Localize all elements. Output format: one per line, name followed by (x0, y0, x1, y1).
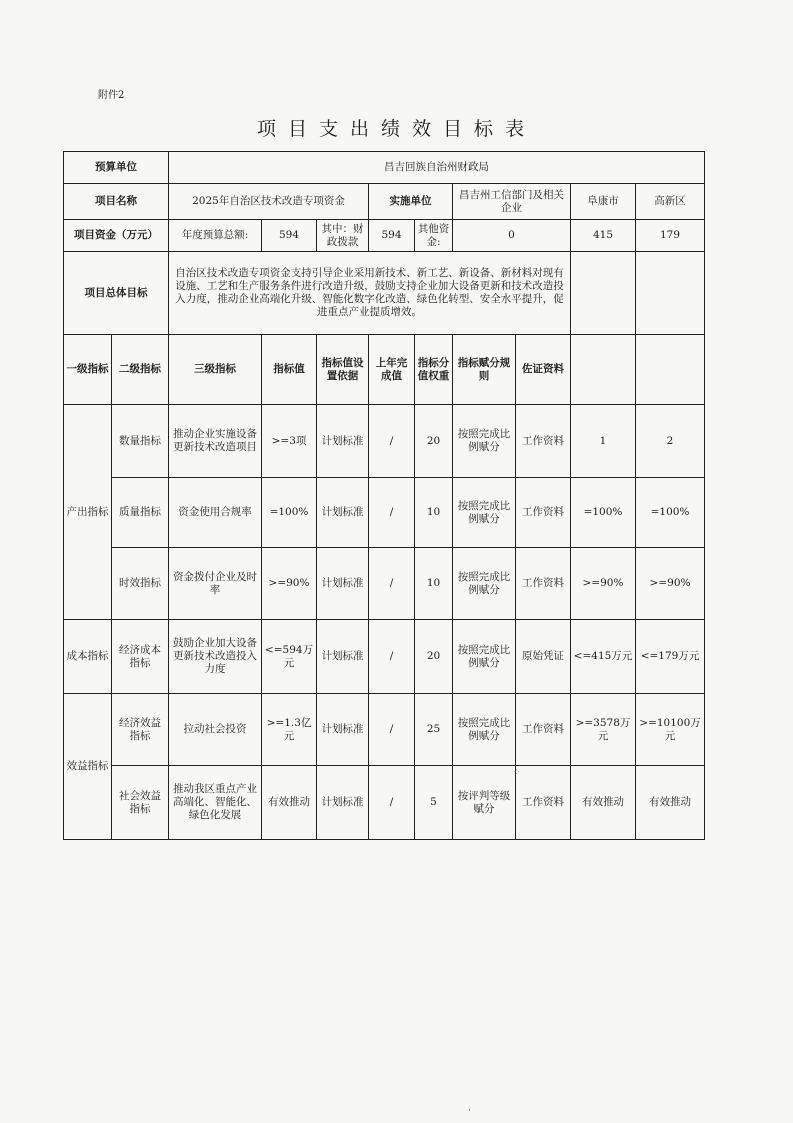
table-row (64, 620, 705, 694)
region-a-funds: 415 (571, 220, 636, 252)
region-a-cell: >=3578万元 (571, 694, 636, 766)
row-column-headers (64, 335, 705, 405)
col-last-year: 上年完成值 (369, 335, 415, 405)
level3-cell: 推动我区重点产业高端化、智能化、绿色化发展 (169, 766, 262, 840)
other-funds-label: 其他资金: (415, 220, 453, 252)
region-a-cell: 有效推动 (571, 766, 636, 840)
evidence-cell: 原始凭证 (516, 620, 571, 694)
last-year-cell: / (369, 478, 415, 548)
col-level1: 一级指标 (64, 335, 112, 405)
value-cell: 有效推动 (262, 766, 317, 840)
evidence-cell: 工作资料 (516, 766, 571, 840)
region-a-cell: =100% (571, 478, 636, 548)
weight-cell: 20 (415, 620, 453, 694)
fiscal-label: 其中：财政拨款 (317, 220, 369, 252)
region-b-cell: >=90% (636, 548, 705, 620)
value-cell: >=3项 (262, 405, 317, 478)
col-weight: 指标分值权重 (415, 335, 453, 405)
region-a-name: 阜康市 (571, 184, 636, 220)
level2-cell: 经济效益指标 (112, 694, 169, 766)
table-row (64, 478, 705, 548)
region-b-cell: 有效推动 (636, 766, 705, 840)
table-row (64, 766, 705, 840)
value-cell: <=594万元 (262, 620, 317, 694)
table-row (64, 405, 705, 478)
region-b-cell: =100% (636, 478, 705, 548)
scan-speck: · (468, 1106, 471, 1116)
group-cost: 成本指标 (64, 620, 112, 694)
row-budget-unit (64, 152, 705, 184)
rule-cell: 按照完成比例赋分 (453, 694, 516, 766)
value-cell: >=1.3亿元 (262, 694, 317, 766)
goal-label: 项目总体目标 (64, 252, 169, 335)
funds-label: 项目资金（万元） (64, 220, 169, 252)
page-title: 项目支出绩效目标表 (256, 118, 536, 140)
impl-unit-value: 昌吉州工信部门及相关企业 (453, 184, 571, 220)
rule-cell: 按照完成比例赋分 (453, 405, 516, 478)
col-value: 指标值 (262, 335, 317, 405)
project-name-value: 2025年自治区技术改造专项资金 (169, 184, 369, 220)
last-year-cell: / (369, 548, 415, 620)
basis-cell: 计划标准 (317, 766, 369, 840)
level3-cell: 鼓励企业加大设备更新技术改造投入力度 (169, 620, 262, 694)
table-row (64, 548, 705, 620)
weight-cell: 10 (415, 548, 453, 620)
rule-cell: 按照完成比例赋分 (453, 548, 516, 620)
evidence-cell: 工作资料 (516, 694, 571, 766)
value-cell: =100% (262, 478, 317, 548)
basis-cell: 计划标准 (317, 548, 369, 620)
budget-unit-value: 昌吉回族自治州财政局 (169, 152, 705, 184)
evidence-cell: 工作资料 (516, 548, 571, 620)
attachment-label: 附件2 (98, 90, 125, 101)
rule-cell: 按照完成比例赋分 (453, 478, 516, 548)
row-overall-goal (64, 252, 705, 335)
rule-cell: 按照完成比例赋分 (453, 620, 516, 694)
fiscal-value: 594 (369, 220, 415, 252)
col-evidence: 佐证资料 (516, 335, 571, 405)
other-funds-value: 0 (453, 220, 571, 252)
evidence-cell: 工作资料 (516, 478, 571, 548)
row-project-funds (64, 220, 705, 252)
table-row (64, 694, 705, 766)
col-level2: 二级指标 (112, 335, 169, 405)
basis-cell: 计划标准 (317, 694, 369, 766)
value-cell: >=90% (262, 548, 317, 620)
last-year-cell: / (369, 766, 415, 840)
col-region-b-blank (636, 335, 705, 405)
level2-cell: 质量指标 (112, 478, 169, 548)
region-b-cell: >=10100万元 (636, 694, 705, 766)
goal-region-b-blank (636, 252, 705, 335)
goal-text: 自治区技术改造专项资金支持引导企业采用新技术、新工艺、新设备、新材料对现有设施、工艺和生产服务条件进行改造升级，鼓励支持企业加大设备更新和技术改造投入力度，推动企业高端化升级、智能化数字化改造、绿色化转型、安全水平提升，促进重点产业提质增效。 (169, 252, 571, 335)
project-name-label: 项目名称 (64, 184, 169, 220)
last-year-cell: / (369, 620, 415, 694)
rule-cell: 按评判等级赋分 (453, 766, 516, 840)
row-project-name (64, 184, 705, 220)
region-b-name: 高新区 (636, 184, 705, 220)
group-benefit: 效益指标 (64, 694, 112, 840)
basis-cell: 计划标准 (317, 405, 369, 478)
col-region-a-blank (571, 335, 636, 405)
annual-budget-label: 年度预算总额: (169, 220, 262, 252)
group-output: 产出指标 (64, 405, 112, 620)
col-scoring: 指标赋分规则 (453, 335, 516, 405)
weight-cell: 10 (415, 478, 453, 548)
level3-cell: 拉动社会投资 (169, 694, 262, 766)
level3-cell: 推动企业实施设备更新技术改造项目 (169, 405, 262, 478)
basis-cell: 计划标准 (317, 478, 369, 548)
region-b-cell: 2 (636, 405, 705, 478)
level2-cell: 数量指标 (112, 405, 169, 478)
goal-region-a-blank (571, 252, 636, 335)
weight-cell: 20 (415, 405, 453, 478)
level2-cell: 经济成本指标 (112, 620, 169, 694)
level2-cell: 时效指标 (112, 548, 169, 620)
scan-speck: ⁘ (513, 768, 521, 778)
weight-cell: 5 (415, 766, 453, 840)
col-level3: 三级指标 (169, 335, 262, 405)
annual-budget-value: 594 (262, 220, 317, 252)
impl-unit-label: 实施单位 (369, 184, 453, 220)
basis-cell: 计划标准 (317, 620, 369, 694)
region-b-funds: 179 (636, 220, 705, 252)
last-year-cell: / (369, 405, 415, 478)
level3-cell: 资金拨付企业及时率 (169, 548, 262, 620)
evidence-cell: 工作资料 (516, 405, 571, 478)
col-basis: 指标值设置依据 (317, 335, 369, 405)
weight-cell: 25 (415, 694, 453, 766)
performance-table (63, 151, 705, 840)
budget-unit-label: 预算单位 (64, 152, 169, 184)
region-a-cell: 1 (571, 405, 636, 478)
region-a-cell: <=415万元 (571, 620, 636, 694)
region-a-cell: >=90% (571, 548, 636, 620)
region-b-cell: <=179万元 (636, 620, 705, 694)
level2-cell: 社会效益指标 (112, 766, 169, 840)
level3-cell: 资金使用合规率 (169, 478, 262, 548)
last-year-cell: / (369, 694, 415, 766)
